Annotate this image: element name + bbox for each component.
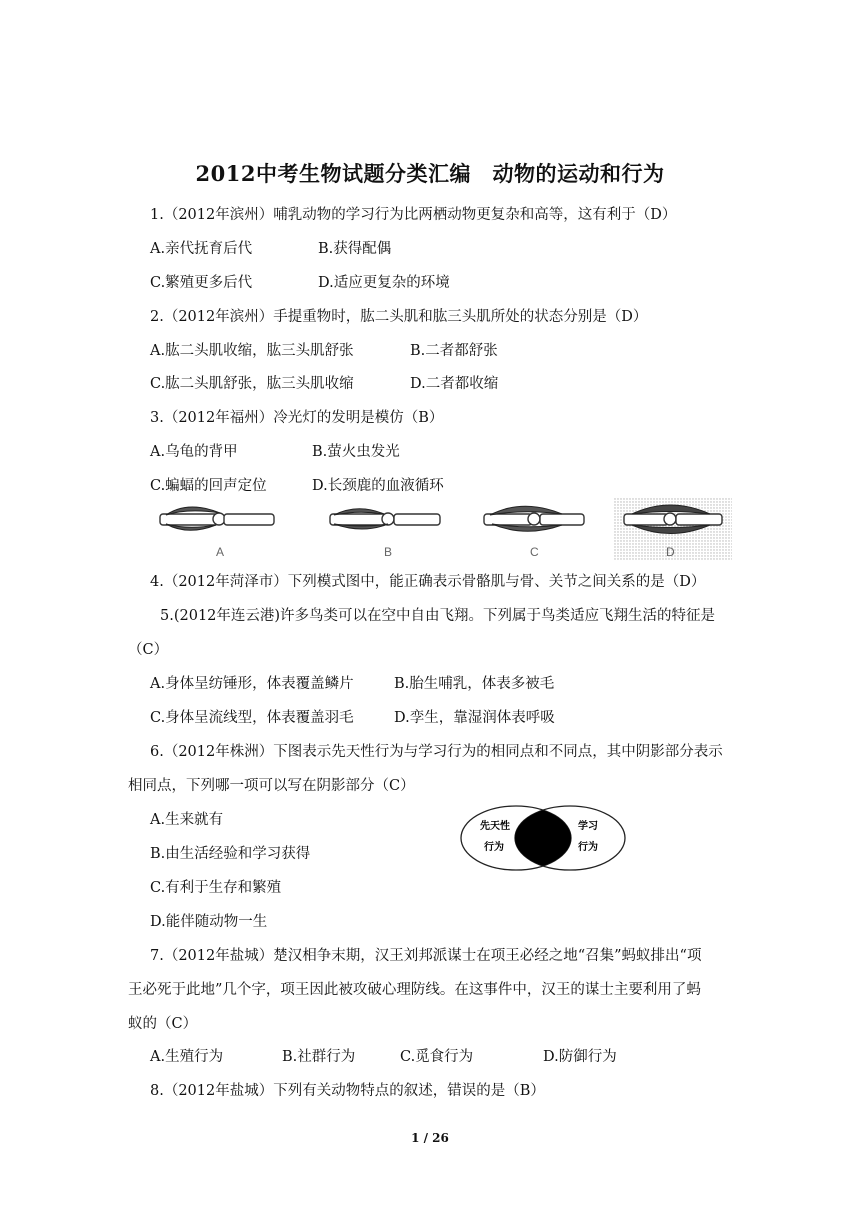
venn-left-label-2: 行为 — [484, 842, 504, 853]
venn-right-label-1: 学习 — [578, 821, 598, 832]
q2-option-a: A.肱二头肌收缩，肱三头肌舒张 — [150, 343, 354, 359]
venn-left-label-1: 先天性 — [480, 821, 510, 832]
venn-right-label-2: 行为 — [578, 842, 598, 853]
q6-option-c: C.有利于生存和繁殖 — [150, 880, 282, 896]
q7-option-c: C.觅食行为 — [400, 1049, 474, 1065]
q2-option-c: C.肱二头肌舒张，肱三头肌收缩 — [150, 376, 354, 392]
q5-option-b: B.胎生哺乳，体表多被毛 — [394, 676, 555, 692]
q7-option-a: A.生殖行为 — [150, 1049, 224, 1065]
q5-option-d: D.孪生，靠湿润体表呼吸 — [394, 710, 555, 726]
figure-model-d — [614, 498, 732, 560]
figure-label-a: A — [216, 545, 225, 559]
q6-option-d: D.能伴随动物一生 — [150, 914, 268, 930]
q3-option-c: C.蝙蝠的回声定位 — [150, 478, 267, 494]
q6-option-a: A.生来就有 — [150, 812, 224, 828]
q4-stem: 4.（2012年菏泽市）下列模式图中，能正确表示骨骼肌与骨、关节之间关系的是（D） — [150, 574, 706, 590]
q7-option-d: D.防御行为 — [543, 1049, 617, 1065]
q1-option-d: D.适应更复杂的环境 — [318, 275, 450, 291]
q3-option-b: B.萤火虫发光 — [312, 444, 400, 460]
figure-label-c: C — [530, 545, 539, 559]
figure-label-d: D — [666, 545, 675, 559]
venn-diagram — [458, 803, 628, 873]
q6-option-b: B.由生活经验和学习获得 — [150, 846, 311, 862]
q6-stem-line1: 6.（2012年株洲）下图表示先天性行为与学习行为的相同点和不同点，其中阴影部分表示 — [150, 744, 723, 760]
page-number: 1 / 26 — [411, 1131, 449, 1145]
muscle-bone-figure — [158, 498, 738, 562]
q7-stem-line2: 王必死于此地”几个字，项王因此被攻破心理防线。在这事件中，汉王的谋士主要利用了蚂 — [128, 982, 701, 998]
q7-stem-line1: 7.（2012年盐城）楚汉相争末期，汉王刘邦派谋士在项王必经之地“召集”蚂蚁排出“项 — [150, 948, 702, 964]
q1-option-a: A.亲代抚育后代 — [150, 241, 253, 257]
q7-stem-line3: 蚁的（C） — [128, 1016, 198, 1032]
q3-option-a: A.乌龟的背甲 — [150, 444, 238, 460]
document-title: 2012中考生物试题分类汇编 动物的运动和行为 — [195, 161, 665, 186]
q2-option-b: B.二者都舒张 — [410, 343, 498, 359]
q3-stem: 3.（2012年福州）冷光灯的发明是模仿（B） — [150, 410, 444, 426]
figure-model-a — [160, 507, 274, 559]
figure-model-c — [484, 506, 584, 559]
q1-option-b: B.获得配偶 — [318, 241, 392, 257]
q2-option-d: D.二者都收缩 — [410, 376, 499, 392]
figure-model-b — [330, 509, 440, 559]
figure-label-b: B — [384, 545, 393, 559]
q5-option-a: A.身体呈纺锤形，体表覆盖鳞片 — [150, 676, 354, 692]
q7-option-b: B.社群行为 — [282, 1049, 356, 1065]
q5-stem-line1: 5.(2012年连云港)许多鸟类可以在空中自由飞翔。下列属于鸟类适应飞翔生活的特征是 — [160, 608, 716, 624]
q2-stem: 2.（2012年滨州）手提重物时，肱二头肌和肱三头肌所处的状态分别是（D） — [150, 309, 648, 325]
q1-stem: 1.（2012年滨州）哺乳动物的学习行为比两栖动物更复杂和高等，这有利于（D） — [150, 207, 677, 223]
q3-option-d: D.长颈鹿的血液循环 — [312, 478, 444, 494]
q6-stem-line2: 相同点，下列哪一项可以写在阴影部分（C） — [128, 778, 415, 794]
q5-option-c: C.身体呈流线型，体表覆盖羽毛 — [150, 710, 354, 726]
q1-option-c: C.繁殖更多后代 — [150, 275, 253, 291]
q5-stem-line2: （C） — [128, 642, 169, 658]
q8-stem: 8.（2012年盐城）下列有关动物特点的叙述，错误的是（B） — [150, 1083, 545, 1099]
